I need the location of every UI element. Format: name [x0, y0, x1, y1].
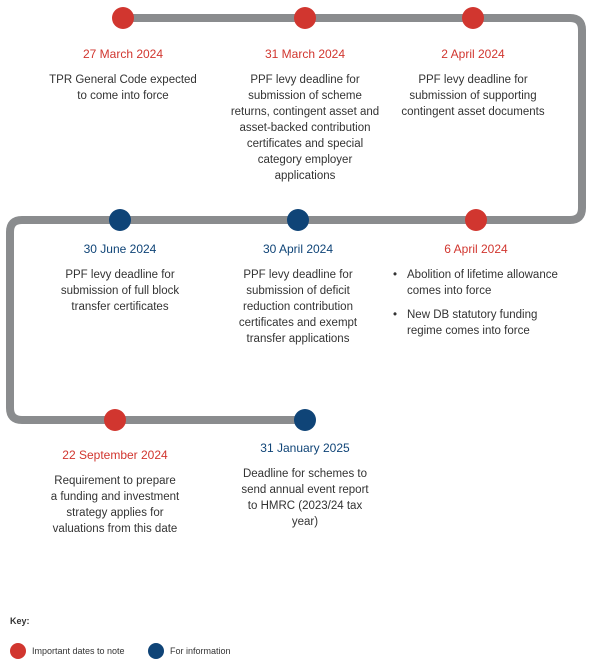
event-bullet-list	[391, 267, 561, 339]
key-item-info	[148, 643, 231, 659]
event-description: PPF levy deadline for submission of scheme returns, contingent asset and asset-backed contribution certificates and special category employer applications	[230, 74, 380, 182]
event-date: 30 June 2024	[83, 242, 157, 256]
event-30-april-2024	[223, 241, 373, 347]
milestone-dot-31-january-2025	[294, 409, 316, 431]
milestone-dot-2-april-2024	[462, 7, 484, 29]
milestone-dot-22-september-2024	[104, 409, 126, 431]
event-description: PPF levy deadline for submission of deficit reduction contribution certificates and exempt transfer applications	[238, 269, 358, 345]
key-item-important	[10, 643, 125, 659]
milestone-dot-30-june-2024	[109, 209, 131, 231]
event-date: 27 March 2024	[82, 47, 164, 61]
event-date: 6 April 2024	[444, 242, 508, 256]
event-date: 31 January 2025	[260, 441, 350, 455]
milestone-dot-6-april-2024	[465, 209, 487, 231]
event-30-june-2024	[45, 241, 195, 315]
event-description: Deadline for schemes to send annual event report to HMRC (2023/24 tax year)	[241, 468, 369, 528]
event-date: 31 March 2024	[264, 47, 346, 61]
key-label-important: Important dates to note	[32, 646, 125, 656]
event-bullet: • New DB statutory funding regime comes into force	[391, 307, 561, 339]
event-date: 30 April 2024	[262, 242, 334, 256]
event-31-march-2024	[229, 46, 381, 184]
event-31-january-2025	[240, 440, 370, 530]
event-6-april-2024	[391, 241, 561, 347]
event-bullet: • Abolition of lifetime allowance comes into force	[391, 267, 561, 299]
key-title: Key:	[10, 616, 30, 626]
milestone-dot-31-march-2024	[294, 7, 316, 29]
event-description: Requirement to prepare a funding and investment strategy applies for valuations from this date	[50, 475, 180, 535]
event-date: 2 April 2024	[441, 47, 505, 61]
milestone-dot-30-april-2024	[287, 209, 309, 231]
event-date: 22 September 2024	[62, 448, 168, 462]
event-description: PPF levy deadline for submission of full block transfer certificates	[60, 269, 180, 313]
milestone-dot-27-march-2024	[112, 7, 134, 29]
event-27-march-2024	[48, 46, 198, 104]
event-description: PPF levy deadline for submission of supporting contingent asset documents	[401, 74, 545, 118]
info-dot-icon	[148, 643, 164, 659]
event-22-september-2024	[50, 447, 180, 537]
event-2-april-2024	[398, 46, 548, 120]
key-label-info: For information	[170, 646, 231, 656]
event-description: TPR General Code expected to come into force	[49, 74, 197, 102]
important-dot-icon	[10, 643, 26, 659]
